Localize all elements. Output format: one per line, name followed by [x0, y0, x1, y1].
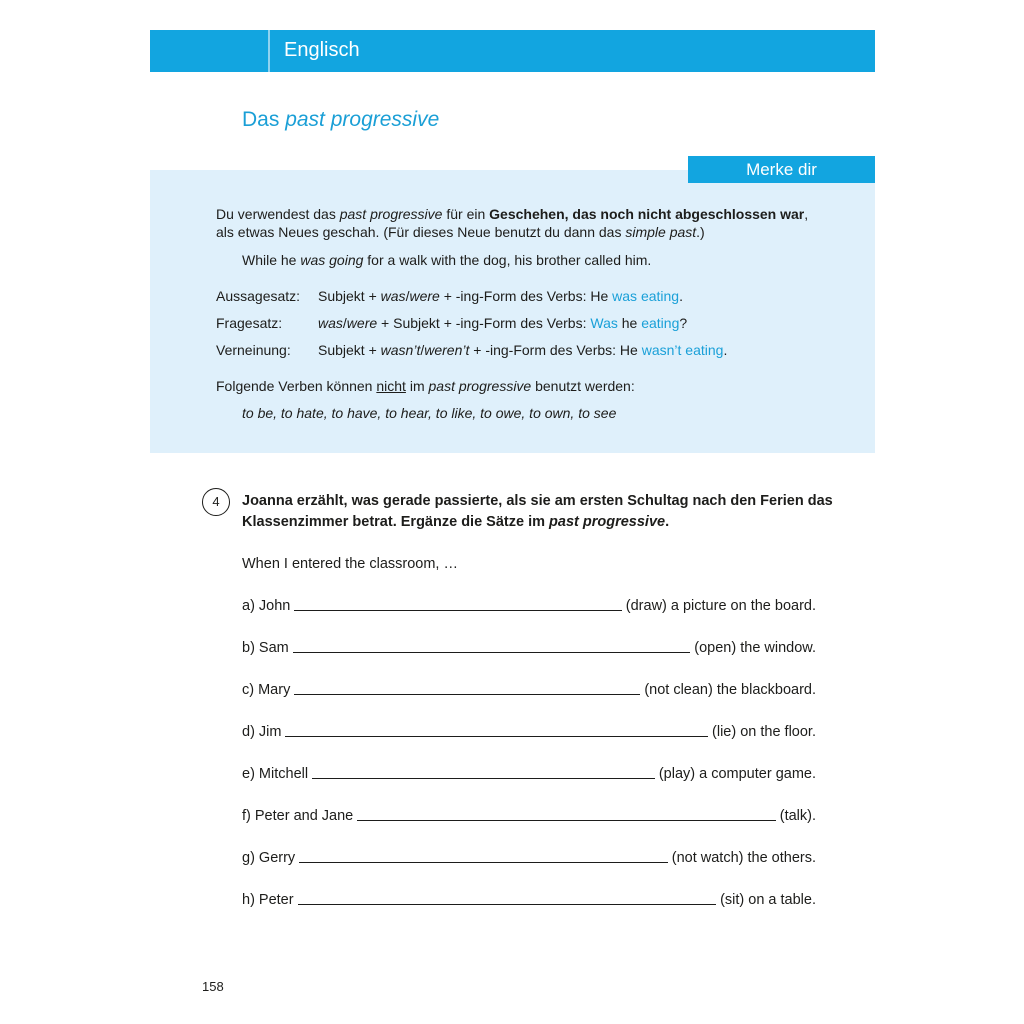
merke-box	[150, 170, 875, 453]
exercise-label: c) Mary	[242, 682, 291, 698]
exercise-label: d) Jim	[242, 724, 282, 740]
text-part-italic: past progressive	[428, 378, 532, 394]
rule-text-aussagesatz	[318, 288, 683, 304]
rule-label-verneinung: Verneinung:	[216, 342, 291, 358]
text-part: While he	[242, 252, 301, 268]
exercise-row-b	[242, 640, 816, 656]
answer-blank[interactable]	[294, 609, 621, 611]
text-part-italic: simple past	[625, 224, 697, 240]
text-part: he	[617, 315, 642, 331]
exercise-row-h	[242, 892, 816, 908]
text-part-italic: was	[380, 288, 406, 304]
text-part: Subjekt +	[318, 288, 381, 304]
text-part: als etwas Neues geschah. (Für dieses Neue benutzt du dann das	[216, 224, 626, 240]
text-part: .	[665, 514, 670, 530]
highlight-text: wasn’t eating	[641, 342, 724, 358]
exercise-hint: (play) a computer game.	[658, 766, 816, 782]
text-part-italic: was	[318, 315, 343, 331]
exercise-label: a) John	[242, 598, 291, 614]
text-part: .	[723, 342, 728, 358]
text-part: benutzt werden:	[531, 378, 635, 394]
section-title-italic: past progressive	[285, 108, 440, 131]
exercise-row-e	[242, 766, 816, 782]
task-instruction-line2	[242, 514, 669, 530]
text-part: + -ing-Form des Verbs: He	[469, 342, 642, 358]
section-title	[242, 108, 439, 132]
exercise-hint: (talk).	[779, 808, 816, 824]
answer-blank[interactable]	[299, 861, 668, 863]
merke-intro-line1	[216, 206, 808, 222]
rule-label-aussagesatz: Aussagesatz:	[216, 288, 301, 304]
text-part: /	[342, 315, 347, 331]
text-part-italic: was going	[300, 252, 364, 268]
text-part: für ein	[442, 206, 490, 222]
text-part: + -ing-Form des Verbs: He	[439, 288, 613, 304]
exercise-hint: (draw) a picture on the board.	[625, 598, 816, 614]
text-part: + Subjekt + -ing-Form des Verbs:	[377, 315, 591, 331]
text-part: Klassenzimmer betrat. Ergänze die Sätze im	[242, 514, 550, 530]
exercise-row-g	[242, 850, 816, 866]
answer-blank[interactable]	[293, 651, 691, 653]
text-part: for a walk with the dog, his brother called him.	[363, 252, 652, 268]
exercise-row-d	[242, 724, 816, 740]
rule-text-verneinung	[318, 342, 727, 358]
exercise-hint: (sit) on a table.	[720, 892, 816, 908]
text-part-underlined: nicht	[376, 378, 406, 394]
text-part: .	[679, 288, 683, 304]
page-number: 158	[202, 979, 224, 994]
answer-blank[interactable]	[285, 735, 708, 737]
exercise-row-f	[242, 808, 816, 824]
answer-blank[interactable]	[298, 903, 716, 905]
highlight-text: was eating	[612, 288, 680, 304]
exercise-label: b) Sam	[242, 640, 289, 656]
answer-blank[interactable]	[312, 777, 655, 779]
merke-verb-list: to be, to hate, to have, to hear, to like, to owe, to own, to see	[242, 405, 617, 421]
text-part: im	[405, 378, 429, 394]
exercise-row-a	[242, 598, 816, 614]
exercise-hint: (lie) on the floor.	[712, 724, 816, 740]
text-part-italic: past progressive	[549, 514, 666, 530]
highlight-text: eating	[641, 315, 680, 331]
highlight-text: Was	[590, 315, 618, 331]
text-part: Du verwendest das	[216, 206, 340, 222]
subject-title: Englisch	[284, 39, 360, 61]
subject-header-bar	[150, 30, 875, 72]
text-part-italic: weren’t	[424, 342, 470, 358]
merke-example	[242, 252, 651, 268]
text-part-italic: wasn’t	[380, 342, 421, 358]
text-part-bold: Geschehen, das noch nicht abgeschlossen war	[489, 206, 805, 222]
task-instruction-line1: Joanna erzählt, was gerade passierte, als sie am ersten Schultag nach den Ferien das	[242, 493, 833, 509]
answer-blank[interactable]	[357, 819, 776, 821]
task-intro: When I entered the classroom, …	[242, 556, 458, 572]
exercise-hint: (not clean) the blackboard.	[644, 682, 816, 698]
text-part: ?	[679, 315, 688, 331]
merke-intro-line2	[216, 224, 705, 240]
answer-blank[interactable]	[294, 693, 640, 695]
text-part: ,	[804, 206, 809, 222]
exercise-label: e) Mitchell	[242, 766, 309, 782]
rule-label-fragesatz: Fragesatz:	[216, 315, 283, 331]
rule-text-fragesatz	[318, 315, 687, 331]
exercise-hint: (not watch) the others.	[671, 850, 816, 866]
text-part-italic: were	[346, 315, 378, 331]
text-part-italic: were	[409, 288, 440, 304]
merke-note	[216, 378, 635, 394]
text-part: /	[420, 342, 425, 358]
task-number-circle: 4	[202, 488, 230, 516]
text-part: Subjekt +	[318, 342, 381, 358]
section-title-plain: Das	[242, 108, 286, 131]
text-part: Folgende Verben können	[216, 378, 377, 394]
header-divider	[268, 30, 270, 72]
exercise-row-c	[242, 682, 816, 698]
exercise-label: f) Peter and Jane	[242, 808, 354, 824]
exercise-label: g) Gerry	[242, 850, 296, 866]
exercise-label: h) Peter	[242, 892, 294, 908]
merke-dir-tab: Merke dir	[688, 156, 875, 183]
text-part: .)	[696, 224, 705, 240]
text-part: /	[405, 288, 410, 304]
text-part-italic: past progressive	[339, 206, 443, 222]
exercise-hint: (open) the window.	[694, 640, 816, 656]
